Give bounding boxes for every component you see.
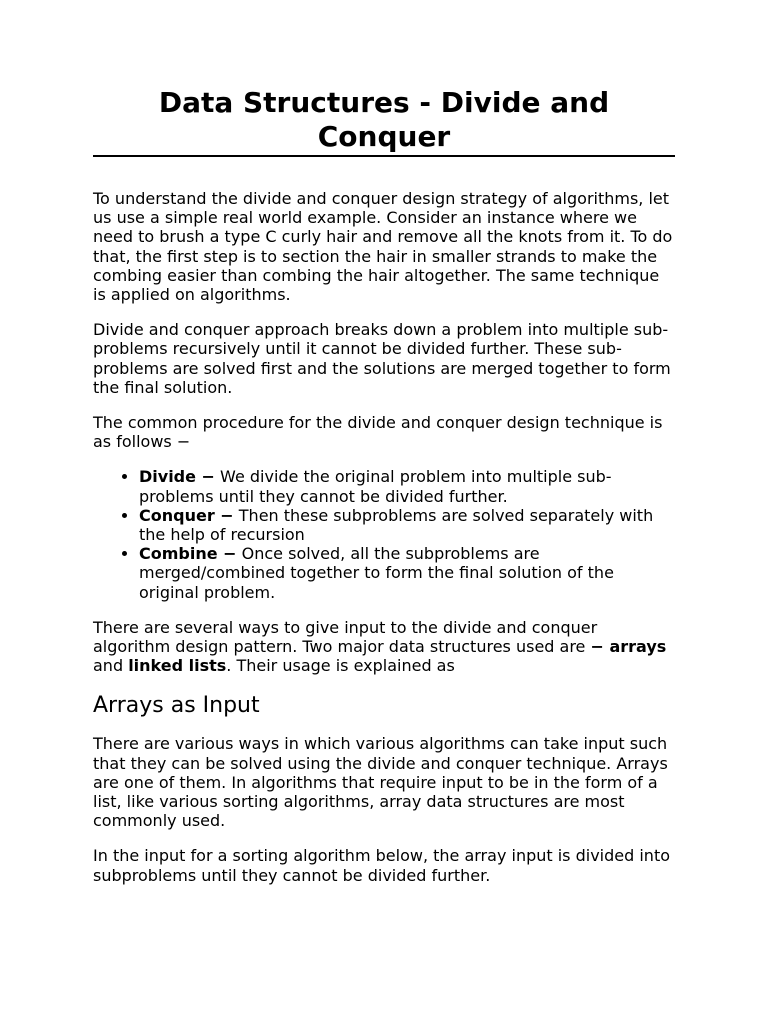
list-item-divide xyxy=(139,467,675,505)
step-term: Conquer − xyxy=(139,505,234,525)
input-tail: . Their usage is explained as xyxy=(226,656,455,676)
page-title: Data Structures - Divide and Conquer xyxy=(158,86,610,153)
input-paragraph xyxy=(93,618,675,676)
input-lead: There are several ways to give input to the divide and conquer algorithm design pattern. Two major data structures used are xyxy=(93,617,598,657)
term-arrays: − arrays xyxy=(590,637,667,657)
step-text: We divide the original problem into multiple sub-problems until they cannot be divided further. xyxy=(139,467,612,506)
step-text: Then these subproblems are solved separately with the help of recursion xyxy=(139,505,654,545)
step-term: Combine − xyxy=(139,544,237,564)
step-text: Once solved, all the subproblems are merged/combined together to form the final solution of the original problem. xyxy=(139,544,614,602)
term-linked-lists: linked lists xyxy=(128,656,227,676)
procedure-intro: The common procedure for the divide and conquer design technique is as follows − xyxy=(93,413,663,452)
title-underline xyxy=(93,155,675,157)
steps-list xyxy=(93,467,675,601)
approach-paragraph: Divide and conquer approach breaks down a problem into multiple sub-problems recursively until it cannot be divided further. These sub-problems are solved first and the solutions are merged together to form the final solution. xyxy=(93,320,671,397)
step-term: Divide − xyxy=(139,467,215,487)
sorting-paragraph: In the input for a sorting algorithm below, the array input is divided into subproblems until they cannot be divided further. xyxy=(93,846,671,885)
list-item-conquer xyxy=(139,506,675,544)
document-page xyxy=(93,0,675,885)
input-joiner: and xyxy=(93,656,129,676)
section-heading: Arrays as Input xyxy=(93,693,260,719)
arrays-paragraph: There are various ways in which various algorithms can take input such that they can be solved using the divide and conquer technique. Arrays are one of them. In algorithms that require input to be in the form of a list, like various sorting algorithms, array data structures are most commonly used. xyxy=(93,734,668,831)
list-item-combine xyxy=(139,544,675,602)
intro-paragraph: To understand the divide and conquer design strategy of algorithms, let us use a simple real world example. Consider an instance where we need to brush a type C curly hair and remove all the knots from it. To do that, the first step is to section the hair in smaller strands to make the combing easier than combing the hair altogether. The same technique is applied on algorithms. xyxy=(93,189,673,305)
